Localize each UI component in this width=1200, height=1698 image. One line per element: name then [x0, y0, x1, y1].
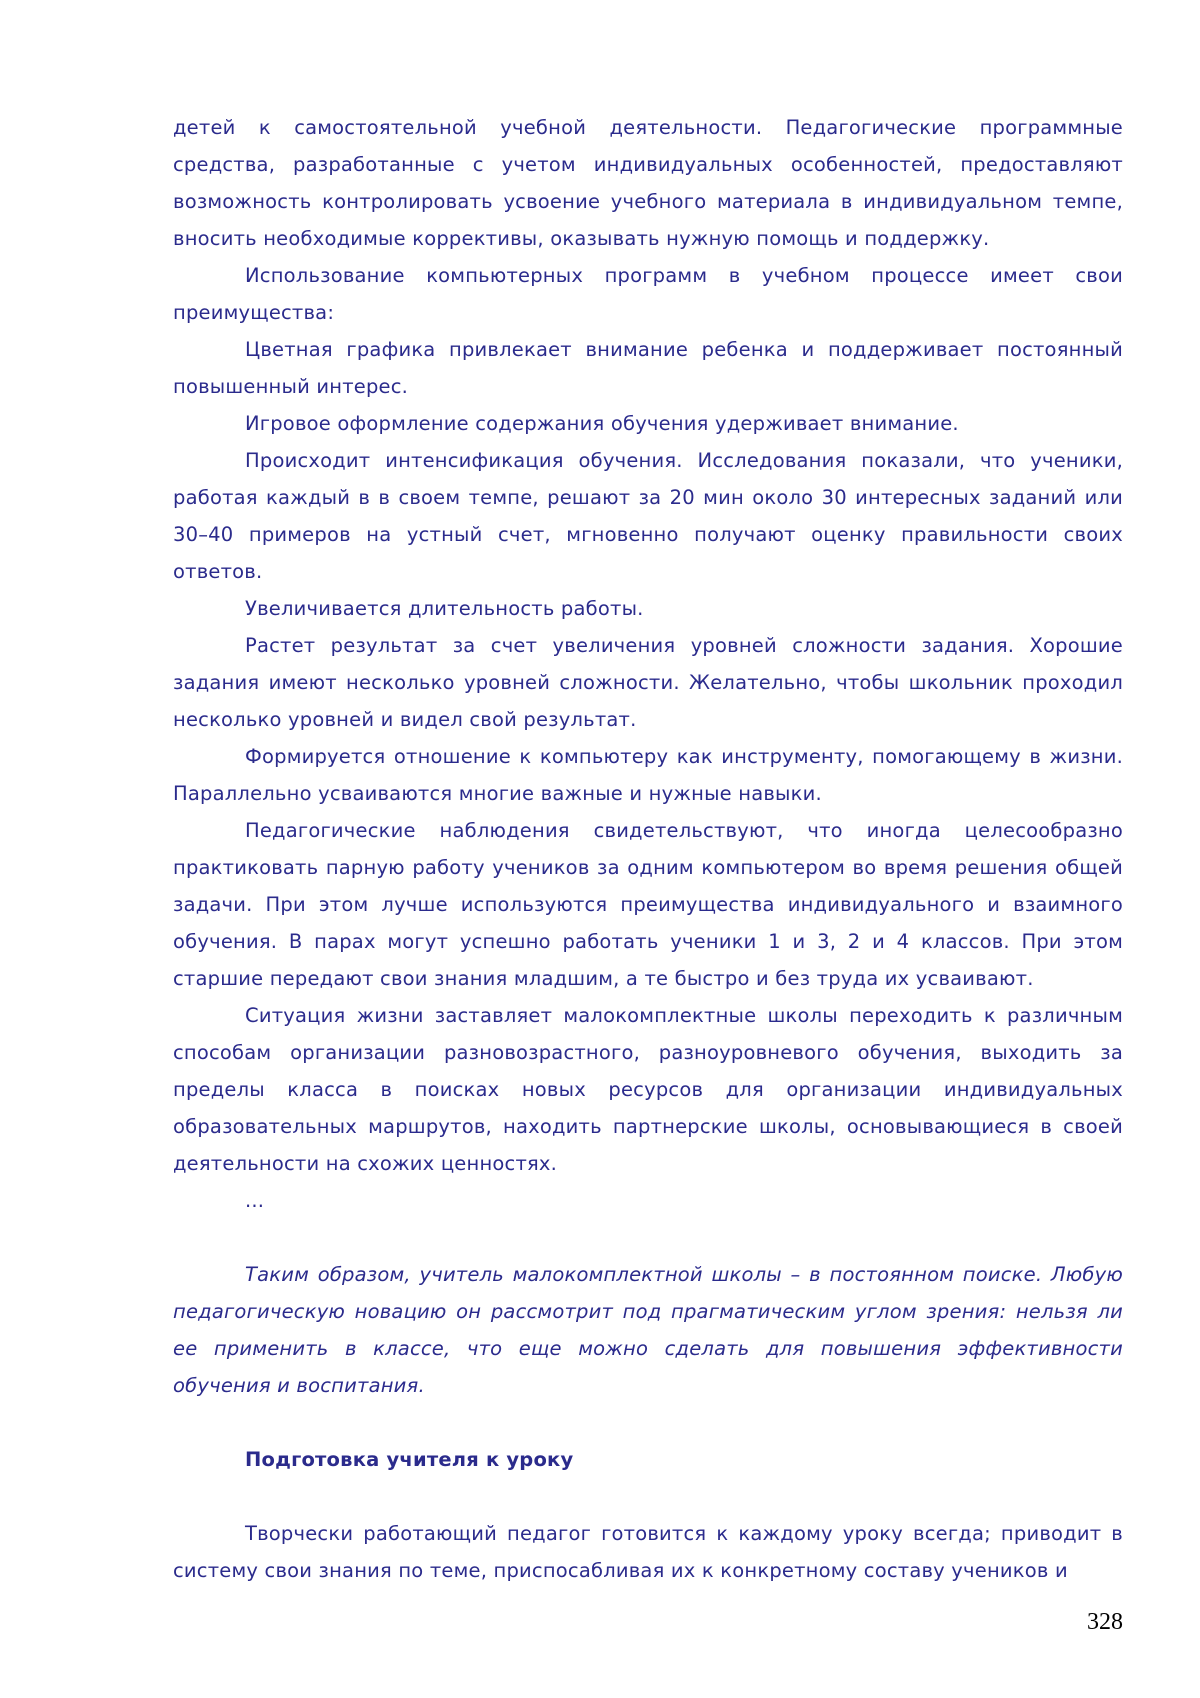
- section-paragraph: Творчески работающий педагог готовится к каждому уроку всегда; приводит в систему свои знания по теме, приспосабливая их к конкретному составу учеников и: [173, 1522, 1123, 1582]
- paragraph-pair-work: Педагогические наблюдения свидетельствуют, что иногда целесообразно практиковать парную работу учеников за одним компьютером во время решения общей задачи. При этом лучше используются преимущества индивидуального и взаимного обучения. В парах могут успешно работать ученики 1 и 3, 2 и 4 классов. При этом старшие передают свои знания младшим, а те быстро и без труда их усваивают.: [173, 819, 1123, 990]
- spacer: [173, 1404, 1123, 1441]
- paragraph-result-growth: Растет результат за счет увеличения уровней сложности задания. Хорошие задания имеют несколько уровней сложности. Желательно, чтобы школьник проходил несколько уровней и видел свой результат.: [173, 634, 1123, 731]
- paragraph-advantages-intro: Использование компьютерных программ в учебном процессе имеет свои преимущества:: [173, 264, 1123, 324]
- paragraph-game-design: Игровое оформление содержания обучения удерживает внимание.: [245, 412, 959, 435]
- page-number: 328: [1087, 1609, 1123, 1635]
- conclusion-paragraph: Таким образом, учитель малокомплектной школы – в постоянном поиске. Любую педагогическую новацию он рассмотрит под прагматическим углом зрения: нельзя ли ее применить в классе, что еще можно сделать для повышения эффективности обучения и воспитания.: [173, 1263, 1123, 1397]
- document-page: [173, 109, 1123, 1589]
- paragraph-continuation: детей к самостоятельной учебной деятельности. Педагогические программные средства, разработанные с учетом индивидуальных особенностей, предоставляют возможность контролировать усвоение учебного материала в индивидуальном темпе, вносить необходимые коррективы, оказывать нужную помощь и поддержку.: [173, 116, 1123, 250]
- section-heading: Подготовка учителя к уроку: [245, 1448, 574, 1471]
- paragraph-computer-attitude: Формируется отношение к компьютеру как инструменту, помогающему в жизни. Параллельно усваиваются многие важные и нужные навыки.: [173, 745, 1123, 805]
- paragraph-color-graphics: Цветная графика привлекает внимание ребенка и поддерживает постоянный повышенный интерес.: [173, 338, 1123, 398]
- paragraph-small-schools: Ситуация жизни заставляет малокомплектные школы переходить к различным способам организации разновозрастного, разноуровневого обучения, выходить за пределы класса в поисках новых ресурсов для организации индивидуальных образовательных маршрутов, находить партнерские школы, основывающиеся в своей деятельности на схожих ценностях.: [173, 1004, 1123, 1175]
- paragraph-duration: Увеличивается длительность работы.: [245, 597, 644, 620]
- paragraph-intensification: Происходит интенсификация обучения. Исследования показали, что ученики, работая каждый в в своем темпе, решают за 20 мин около 30 интересных заданий или 30–40 примеров на устный счет, мгновенно получают оценку правильности своих ответов.: [173, 449, 1123, 583]
- spacer: [173, 1219, 1123, 1256]
- ellipsis: ...: [245, 1189, 265, 1212]
- spacer: [173, 1478, 1123, 1515]
